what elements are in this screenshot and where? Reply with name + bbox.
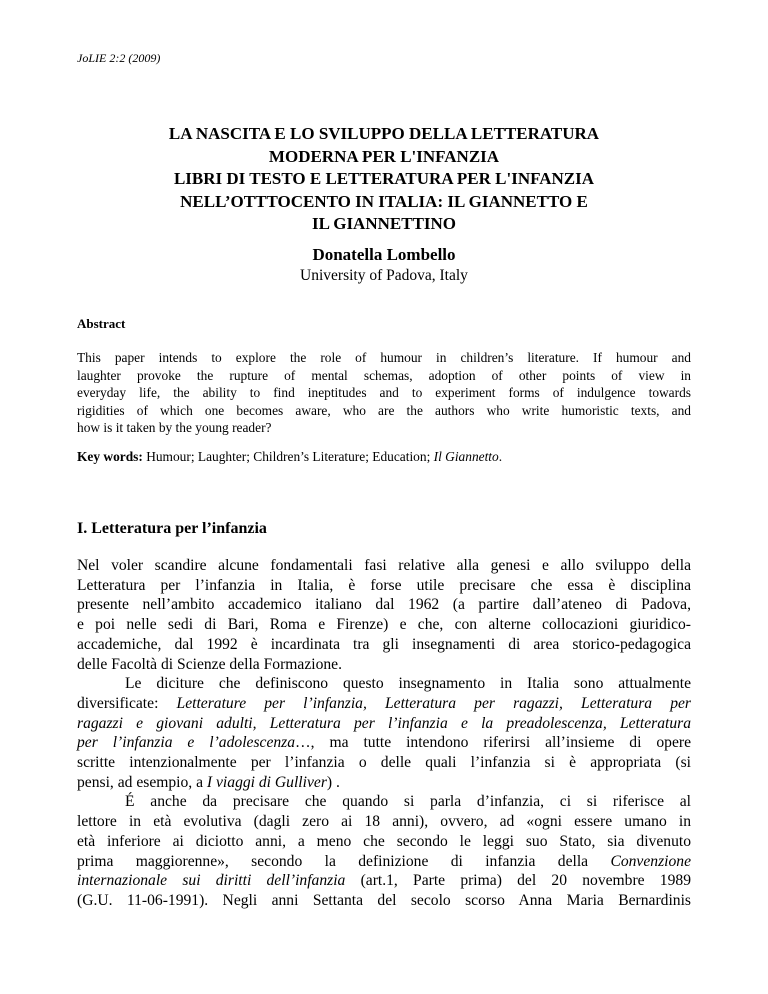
body-line: accademiche, dal 1992 è incardinata tra gli insegnamenti di area storico-pedagogica [77,635,691,653]
abstract-line: This paper intends to explore the role of humour in children’s literature. If humour and [77,350,691,365]
body-span: ) . [326,773,340,791]
body-line: scritte intenzionalmente per l’infanzia o delle quali l’infanzia si è appropriata (si [77,754,691,772]
abstract-line: laughter provoke the rupture of mental schemas, adoption of other points of view in [77,367,691,383]
body-italic: Letterature per l’infanzia, Letteratura per ragazzi, Letteratura per [176,694,691,712]
body-italic: I viaggi di Gulliver [206,773,327,791]
body-italic: per l’infanzia e l’adolescenza [77,734,296,752]
body-line [77,733,691,753]
body-line: delle Facoltà di Scienze della Formazione. [77,655,342,673]
body-line: lettore in età evolutiva (dagli zero ai 18 anni), ovvero, ad «ogni essere umano in [77,813,691,831]
paper-title [77,123,691,236]
body-line: É anche da precisare che quando si parla d’infanzia, ci si riferisce al [125,793,691,811]
body-line: presente nell’ambito accademico italiano dal 1962 (a partire dall’ateneo di Padova, [77,596,691,614]
author-affiliation: University of Padova, Italy [300,267,468,284]
keywords-italic: Il Giannetto [433,449,499,464]
body-italic: Convenzione [610,852,691,870]
keywords-text: Humour; Laughter; Children’s Literature; Education; [142,449,434,464]
body-italic: ragazzi e giovani adulti, Letteratura per l’infanzia e la preadolescenza, Letteratura [77,714,691,732]
abstract-line: how is it taken by the young reader? [77,420,272,435]
body-text [77,556,691,911]
keywords [77,449,502,465]
body-line [77,714,691,734]
author-name: Donatella Lombello [312,245,456,264]
body-line: età inferiore ai diciotto anni, a meno che secondo le leggi suo Stato, sia divenuto [77,832,691,850]
keywords-label: Key words: [77,449,143,464]
journal-reference: JoLIE 2:2 (2009) [77,51,161,65]
body-line: Letteratura per l’infanzia in Italia, è forse utile precisare che essa è disciplina [77,576,691,594]
body-line: (G.U. 11-06-1991). Negli anni Settanta del secolo scorso Anna Maria Bernardinis [77,891,691,909]
title-line: MODERNA PER L'INFANZIA [268,146,500,166]
body-span: pensi, ad esempio, a [77,773,207,791]
abstract-heading: Abstract [77,316,126,331]
title-line: NELL’OTTTOCENTO IN ITALIA: IL GIANNETTO E [180,191,588,211]
body-span: …, ma tutte intendono riferirsi all’insieme di opere [295,734,691,752]
title-line: LIBRI DI TESTO E LETTERATURA PER L'INFANZIA [173,169,595,188]
body-line: Nel voler scandire alcune fondamentali fasi relative alla genesi e allo sviluppo della [77,557,691,574]
section-heading: I. Letteratura per l’infanzia [77,520,267,537]
body-span: prima maggiorenne», secondo la definizione di infanzia della [77,852,611,870]
abstract-text [77,349,691,437]
body-line [77,871,691,891]
body-line: e poi nelle sedi di Bari, Roma e Firenze) e che, con alterne collocazioni giuridico- [77,616,691,634]
body-line: Le diciture che definiscono questo insegnamento in Italia sono attualmente [125,675,691,693]
title-line: LA NASCITA E LO SVILUPPO DELLA LETTERATURA [168,124,600,143]
body-line [77,852,691,872]
title-line: IL GIANNETTINO [311,214,457,233]
abstract-line: rigidities of which one becomes aware, who are the authors who write humoristic texts, and [77,402,691,418]
body-span: (art.1, Parte prima) del 20 novembre 1989 [345,872,691,890]
body-italic: internazionale sui diritti dell’infanzia [77,872,346,890]
keywords-end: . [498,449,503,464]
body-line [77,694,691,714]
body-line [77,773,691,793]
body-span: diversificate: [77,694,177,712]
abstract-line: everyday life, the ability to find ineptitudes and to experiment forms of indulgence towards [77,385,691,400]
